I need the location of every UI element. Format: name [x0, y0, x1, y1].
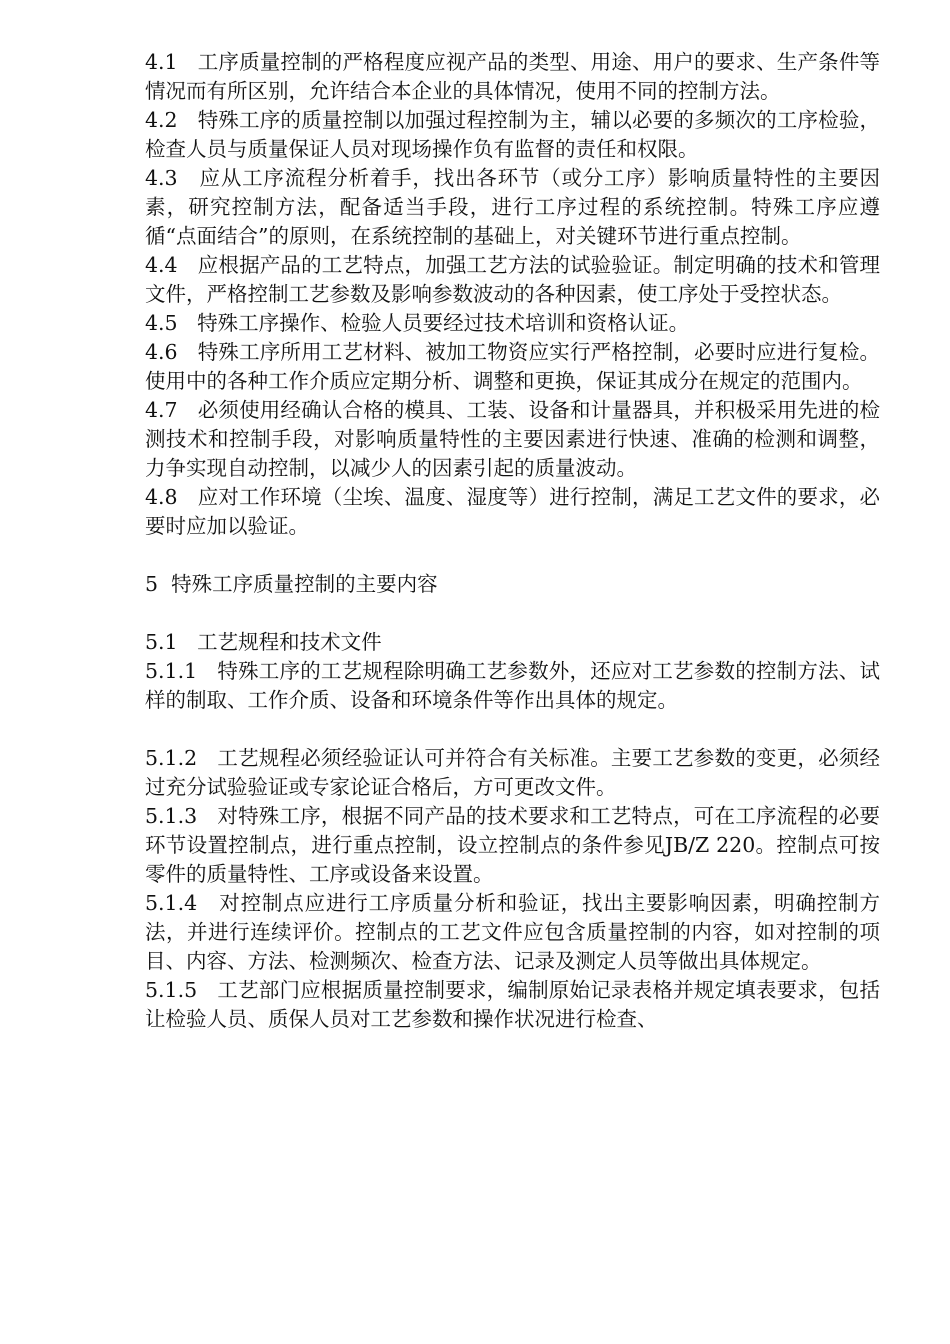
- clause-number: 5: [145, 572, 172, 596]
- clause-number: 4.2: [145, 108, 198, 132]
- clause-text: 工序质量控制的严格程度应视产品的类型、用途、用户的要求、生产条件等情况而有所区别，允许结合本企业的具体情况，使用不同的控制方法。: [145, 50, 881, 103]
- clause-number: 4.5: [145, 311, 198, 335]
- clause-text: 必须使用经确认合格的模具、工装、设备和计量器具，并积极采用先进的检测技术和控制手段，对影响质量特性的主要因素进行快速、准确的检测和调整，力争实现自动控制，以减少人的因素引起的质量波动。: [145, 398, 881, 480]
- clause-paragraph: [145, 976, 880, 1034]
- clause-paragraph: [145, 309, 880, 338]
- clause-paragraph: [145, 48, 880, 106]
- clause-paragraph: [145, 106, 880, 164]
- clause-number: 5.1.3: [145, 804, 218, 828]
- clause-paragraph: [145, 889, 880, 976]
- clause-text: 特殊工序的质量控制以加强过程控制为主，辅以必要的多频次的工序检验，检查人员与质量保证人员对现场操作负有监督的责任和权限。: [145, 108, 881, 161]
- clause-number: 4.1: [145, 50, 198, 74]
- clause-paragraph: [145, 570, 880, 599]
- clause-text: 特殊工序所用工艺材料、被加工物资应实行严格控制，必要时应进行复检。使用中的各种工作介质应定期分析、调整和更换，保证其成分在规定的范围内。: [145, 340, 881, 393]
- clause-number: 4.3: [145, 166, 200, 190]
- clause-paragraph: [145, 744, 880, 802]
- clause-text: 应根据产品的工艺特点，加强工艺方法的试验验证。制定明确的技术和管理文件，严格控制工艺参数及影响参数波动的各种因素，使工序处于受控状态。: [145, 253, 881, 306]
- clause-number: 4.7: [145, 398, 198, 422]
- document-page: [145, 48, 880, 1034]
- clause-text: 工艺规程和技术文件: [197, 630, 382, 654]
- clause-text: 工艺规程必须经验证认可并符合有关标准。主要工艺参数的变更，必须经过充分试验验证或专家论证合格后，方可更改文件。: [145, 746, 880, 799]
- blank-line: [145, 599, 880, 628]
- clause-text: 工艺部门应根据质量控制要求，编制原始记录表格并规定填表要求，包括让检验人员、质保人员对工艺参数和操作状况进行检查、: [145, 978, 880, 1031]
- clause-text: 对控制点应进行工序质量分析和验证，找出主要影响因素，明确控制方法，并进行连续评价。控制点的工艺文件应包含质量控制的内容，如对控制的项目、内容、方法、检测频次、检查方法、记录及测定人员等做出具体规定。: [145, 891, 881, 973]
- clause-number: 5.1.5: [145, 978, 218, 1002]
- clause-paragraph: [145, 338, 880, 396]
- clause-number: 5.1.2: [145, 746, 218, 770]
- clause-text: 特殊工序的工艺规程除明确工艺参数外，还应对工艺参数的控制方法、试样的制取、工作介质、设备和环境条件等作出具体的规定。: [145, 659, 880, 712]
- clause-number: 4.8: [145, 485, 198, 509]
- blank-line: [145, 715, 880, 744]
- blank-line: [145, 541, 880, 570]
- clause-paragraph: [145, 396, 880, 483]
- clause-text: 应对工作环境（尘埃、温度、湿度等）进行控制，满足工艺文件的要求，必要时应加以验证。: [145, 485, 881, 538]
- clause-paragraph: [145, 657, 880, 715]
- clause-number: 4.4: [145, 253, 198, 277]
- clause-number: 4.6: [145, 340, 198, 364]
- clause-text: 特殊工序质量控制的主要内容: [171, 572, 438, 596]
- clause-paragraph: [145, 164, 880, 251]
- clause-text: 特殊工序操作、检验人员要经过技术培训和资格认证。: [197, 311, 690, 335]
- clause-text: 应从工序流程分析着手，找出各环节（或分工序）影响质量特性的主要因素，研究控制方法，配备适当手段，进行工序过程的系统控制。特殊工序应遵循“点面结合”的原则，在系统控制的基础上，对关键环节进行重点控制。: [145, 166, 881, 248]
- clause-number: 5.1.4: [145, 891, 220, 915]
- clause-number: 5.1.1: [145, 659, 218, 683]
- clause-paragraph: [145, 483, 880, 541]
- clause-paragraph: [145, 802, 880, 889]
- clause-text: 对特殊工序，根据不同产品的技术要求和工艺特点，可在工序流程的必要环节设置控制点，进行重点控制，设立控制点的条件参见JB/Z 220。控制点可按零件的质量特性、工序或设备来设置。: [145, 804, 880, 886]
- clause-paragraph: [145, 628, 880, 657]
- clause-paragraph: [145, 251, 880, 309]
- clause-number: 5.1: [145, 630, 198, 654]
